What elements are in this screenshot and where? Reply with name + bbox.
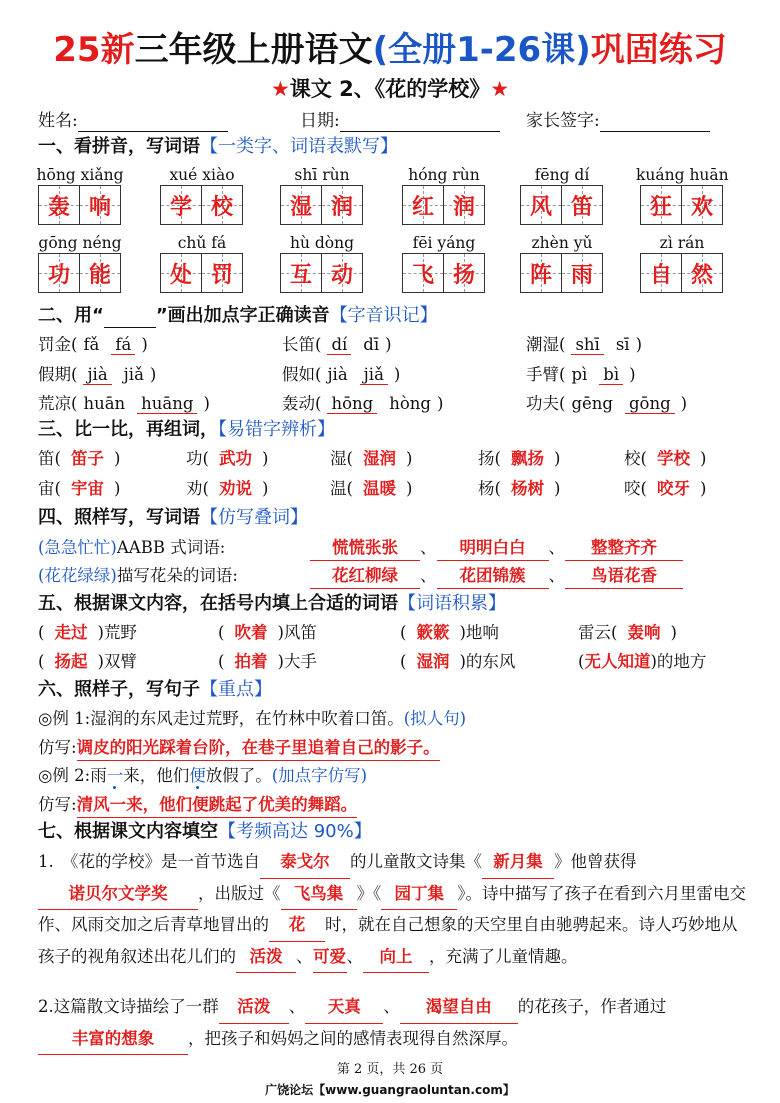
compare-item [330,447,412,471]
fill-word-item [218,621,317,645]
paragraph-text: 、 [288,997,306,1016]
close-paren: ) [699,479,707,498]
compare-answer[interactable]: 武功 [218,449,252,468]
open-paren: ( [578,652,585,671]
compare-char: 宙( [38,479,61,498]
character-cell[interactable] [562,254,602,292]
example-word-1: (急急忙忙) [38,538,117,557]
pinyin-option[interactable]: gēng [571,394,613,413]
name-blank[interactable] [78,115,228,132]
section-4-title: 四、照样写，写词语 [38,507,200,528]
character-cell[interactable] [39,254,80,292]
separator: 、 [420,538,437,557]
pinyin-option[interactable]: huān [83,394,126,413]
compare-item [186,447,268,471]
character-box[interactable] [160,185,243,225]
answer-character: 雨 [570,262,593,288]
section-6-heading [38,678,272,702]
pronunciation-item [38,392,210,416]
character-box[interactable] [520,253,603,293]
character-box[interactable] [38,253,121,293]
close-paren: ) [393,365,401,384]
pinyin-label: hóng rùn [408,166,480,184]
open-paren: ( [218,652,225,671]
imitation-label: 仿写: [38,738,77,757]
compare-answer[interactable]: 杨树 [510,479,544,498]
paragraph-text: 》。诗中描写了孩子在看到六月里雷电交作、风雨交加之后青草地冒出的 [38,883,746,934]
paragraph-text: 的花孩子，作者通过 [517,997,667,1016]
character-cell[interactable] [322,186,362,224]
character-cell[interactable] [403,186,444,224]
section-6-tag: 【重点】 [200,679,272,700]
answer-character: 动 [330,262,353,288]
dotted-char-2: 便 [189,766,206,785]
section-5-title: 五、根据课文内容，在括号内填上合适的词语 [38,593,398,614]
fill-answer[interactable]: 丰富的想象 [38,1024,188,1056]
pronunciation-item [282,392,443,416]
sentence-example-1 [38,707,758,731]
character-cell[interactable] [444,186,484,224]
compare-answer[interactable]: 宇宙 [70,479,104,498]
imitation-answer-1: 调皮的阳光踩着台阶，在巷子里追着自己的影子。 [77,736,440,761]
close-paren: ) [203,394,210,413]
section-4-heading [38,506,308,530]
fill-answer[interactable]: 天真 [305,992,383,1024]
section-4-tag: 【仿写叠词】 [200,507,308,528]
fill-word-item [38,650,137,674]
character-cell[interactable] [161,186,202,224]
section-1-tag: 【一类字、词语表默写】 [200,136,398,157]
close-paren: ) [629,365,636,384]
answer-character: 能 [88,262,111,288]
character-cell[interactable] [39,186,80,224]
paragraph-text: 、 [346,946,363,966]
character-cell[interactable] [444,254,484,292]
open-paren: ( [400,652,407,671]
character-box[interactable] [280,185,363,225]
fill-word-answer[interactable]: 走过 [54,623,88,642]
answer-character: 学 [169,194,192,220]
word-tail: )地响 [459,623,499,642]
close-paren: ) [261,449,269,468]
word-with-dot: 潮湿( [526,335,566,354]
sentence-example-2 [38,764,758,788]
compare-char: 功( [186,449,209,468]
character-box[interactable] [640,253,723,293]
lesson-name: 课文 2、《花的学校》 [289,77,491,101]
pinyin-label: xué xiào [169,166,235,184]
compare-char: 湿( [330,449,353,468]
character-box[interactable] [640,185,723,225]
character-cell[interactable] [682,186,722,224]
compare-answer[interactable]: 学校 [656,449,690,468]
close-paren: ) [699,449,707,468]
section-7-heading [38,820,372,844]
name-field[interactable] [38,110,228,132]
close-paren: ) [635,335,642,354]
pronunciation-item [526,363,636,387]
open-paren: ( [38,652,45,671]
character-cell[interactable] [322,254,362,292]
fill-word-answer[interactable]: 簌簌 [416,623,450,642]
answer-character: 互 [289,262,312,288]
pinyin-label: chǔ fá [177,234,227,252]
pronunciation-item [38,363,156,387]
pinyin-option[interactable]: pì [571,365,588,384]
character-cell[interactable] [641,186,682,224]
character-cell[interactable] [80,186,120,224]
compare-item [478,447,560,471]
open-paren: ( [38,623,45,642]
compare-item [330,477,412,501]
paragraph-text: 、 [383,997,400,1016]
section-3-tag: 【易错字辨析】 [218,419,335,440]
dotted-char-1: 一 [106,766,124,785]
character-cell[interactable] [521,254,562,292]
lesson-title [0,76,780,102]
compare-char: 温( [330,479,353,498]
close-paren: ) [141,335,148,354]
imitation-1 [38,736,758,761]
fill-word-answer[interactable]: 无人知道 [584,652,651,671]
sign-label: 家长签字: [526,111,600,131]
pinyin-option[interactable]: fǎ [83,335,100,354]
character-box[interactable] [38,185,121,225]
example-sentence-1: ◎例 1:湿润的东风走过荒野，在竹林中吹着口笛。 [38,709,404,728]
close-paren: ) [113,449,121,468]
word-with-dot: 假如( [282,365,322,384]
compare-char: 杨( [478,479,501,498]
name-label: 姓名: [38,111,78,131]
paragraph-text: 》他曾获得 [554,852,637,871]
title-part-b: 三年级上册语文 [134,30,373,70]
fill-answer[interactable]: 活泼 [236,942,296,974]
answer-character: 湿 [289,194,312,220]
student-info-row [38,110,748,132]
fill-word-item [400,621,499,645]
paragraph-text: 时，就在自己想象的天空里自由驰骋起来。诗人巧妙地从孩子的视角叙述出花儿们的 [38,915,738,966]
answer-character: 处 [169,262,192,288]
paragraph-text: ，充满了儿童情趣。 [429,946,578,966]
paragraph-text: 的儿童散文诗集《 [350,852,482,871]
compare-item [38,477,120,501]
open-paren: ( [400,623,407,642]
example-sentence-2-tag: (加点字仿写) [271,766,368,785]
answer-character: 阵 [529,262,552,288]
example-text-2: 描写花朵的词语: [116,566,238,585]
fill-word-answer[interactable]: 轰响 [627,623,661,642]
imitation-2 [38,793,758,818]
page-title [0,30,780,70]
word-tail: ) [670,623,677,642]
open-paren: ( [218,623,225,642]
compare-answer[interactable]: 劝说 [218,479,252,498]
sign-blank[interactable] [600,115,710,132]
paragraph-text: 2.这篇散文诗描绘了一群 [38,997,219,1016]
fill-word-answer[interactable]: 湿润 [416,652,450,671]
separator: 、 [420,566,437,585]
character-cell[interactable] [641,254,682,292]
character-box[interactable] [280,253,363,293]
pinyin-label: zì rán [659,234,705,252]
section-1-heading [38,135,398,159]
fill-word-item [38,621,137,645]
open-paren: 雷云( [578,623,618,642]
word-with-dot: 功夫( [526,394,566,413]
paragraph-text: 、 [296,946,313,966]
date-field[interactable] [300,110,500,132]
fill-paragraph-2 [38,992,750,1055]
imitation-answer-2: 清风一来，他们便跳起了优美的舞蹈。 [77,793,358,818]
imitation-label: 仿写: [38,795,77,814]
character-cell[interactable] [202,186,242,224]
example-sentence-2-a: ◎例 2:雨 [38,766,107,785]
word-tail: )的东风 [459,652,516,671]
example-sentence-2-c: 放假了。 [205,766,272,785]
section-2-title-a: 二、用“ [38,305,104,326]
pinyin-option[interactable]: jiǎ [123,365,144,384]
fill-word-item [218,650,317,674]
sign-field[interactable] [526,110,710,132]
title-part-d: 巩固练习 [590,30,727,70]
compare-item [624,477,706,501]
character-box[interactable] [160,253,243,293]
word-with-dot: 罚金( [38,335,78,354]
answer-character: 罚 [210,262,233,288]
fill-word-answer[interactable]: 扬起 [54,652,88,671]
fill-word-item [400,650,515,674]
answer-character: 红 [411,194,434,220]
separator: 、 [548,566,565,585]
section-2-title-b: ”画出加点字正确读音 [155,305,330,326]
example-sentence-1-tag: (拟人句) [403,709,467,728]
answer-flower-2: 花团锦簇 [437,564,549,589]
close-paren: ) [436,394,444,413]
pinyin-option[interactable]: jià [83,365,111,385]
fill-answer[interactable]: 花 [269,910,325,942]
star-icon: ★ [490,77,510,101]
pinyin-option[interactable]: bì [599,365,623,385]
answer-character: 自 [649,262,672,288]
compare-char: 扬( [478,449,501,468]
fill-answer[interactable]: 诺贝尔文学奖 [38,879,198,911]
compare-item [38,447,120,471]
fill-paragraph-1 [38,847,750,973]
close-paren: ) [405,479,413,498]
example-word-2: (花花绿绿) [38,566,117,585]
answer-character: 飞 [411,262,434,288]
answer-aabb-1: 慌慌张张 [310,536,420,561]
paragraph-text: 1. 《花的学校》是一首节选自 [38,852,260,871]
character-cell[interactable] [202,254,242,292]
section-6-title: 六、照样子，写句子 [38,679,200,700]
site-footer: 广饶论坛【www.guangraoluntan.com】 [265,1083,515,1097]
word-tail: )风笛 [277,623,317,642]
pinyin-option[interactable]: jià [327,365,348,384]
character-cell[interactable] [80,254,120,292]
character-cell[interactable] [682,254,722,292]
compare-answer[interactable]: 咬牙 [656,479,690,498]
close-paren: ) [405,449,413,468]
date-label: 日期: [300,111,340,131]
paragraph-text: ，把孩子和妈妈之间的感情表现得自然深厚。 [188,1028,518,1048]
paragraph-text: 》《 [356,883,382,903]
answer-character: 风 [529,194,552,220]
word-with-dot: 荒凉( [38,394,78,413]
answer-flower-3: 鸟语花香 [565,564,683,589]
section-2-underline-sample [104,313,156,328]
pronunciation-item [38,333,148,357]
fill-answer[interactable]: 新月集 [482,847,554,879]
example-text-1: AABB 式词语: [116,538,226,557]
answer-character: 校 [210,194,233,220]
close-paren: ) [261,479,269,498]
section-5-tag: 【词语积累】 [398,593,506,614]
answer-character: 笛 [570,194,593,220]
answer-character: 然 [690,262,713,288]
pinyin-option[interactable]: gōng [625,394,675,414]
answer-aabb-3: 整整齐齐 [565,536,683,561]
fill-answer[interactable]: 渴望自由 [400,992,518,1024]
pronunciation-item [526,333,642,357]
character-box[interactable] [402,185,485,225]
pinyin-option[interactable]: dī [363,335,380,354]
word-with-dot: 假期( [38,365,78,384]
word-tail: )的地方 [650,652,707,671]
compare-answer[interactable]: 温暖 [362,479,396,498]
word-tail: )双臂 [97,652,137,671]
character-cell[interactable] [521,186,562,224]
star-icon: ★ [270,77,290,101]
character-cell[interactable] [281,186,322,224]
compare-item [624,447,706,471]
word-with-dot: 轰动( [282,394,322,413]
fill-answer[interactable]: 飞鸟集 [281,879,357,911]
answer-aabb-2: 明明白白 [437,536,549,561]
fill-answer[interactable]: 活泼 [219,992,289,1024]
pronunciation-item [282,363,400,387]
character-box[interactable] [520,185,603,225]
character-cell[interactable] [562,186,602,224]
date-blank[interactable] [340,115,500,132]
pinyin-option[interactable]: dí [327,335,351,355]
pronunciation-item [526,392,687,416]
answer-character: 扬 [452,262,475,288]
pinyin-option[interactable]: hōng [327,394,377,414]
word-tail: )荒野 [97,623,137,642]
pinyin-label: fēng dí [534,166,590,184]
answer-character: 轰 [47,194,70,220]
word-with-dot: 长笛( [282,335,322,354]
compare-char: 咬( [624,479,647,498]
character-box[interactable] [402,253,485,293]
pinyin-label: hù dòng [289,234,355,252]
pinyin-option[interactable]: hòng [389,394,431,413]
word-tail: )大手 [277,652,317,671]
title-part-a: 25新 [53,30,135,70]
compare-item [186,477,268,501]
pinyin-label: zhèn yǔ [531,234,593,252]
compare-item [478,477,560,501]
answer-character: 润 [330,194,353,220]
compare-answer[interactable]: 湿润 [362,449,396,468]
answer-flower-1: 花红柳绿 [310,564,420,589]
answer-character: 润 [452,194,475,220]
fill-answer[interactable]: 可爱 [313,942,347,974]
reduplication-row-1 [38,536,758,560]
close-paren: ) [553,479,561,498]
answer-character: 功 [47,262,70,288]
close-paren: ) [680,394,688,413]
pinyin-option[interactable]: shī [571,335,603,355]
fill-answer[interactable]: 向上 [363,942,429,974]
compare-answer[interactable]: 飘扬 [510,449,544,468]
pinyin-label: shī rùn [294,166,350,184]
fill-word-answer[interactable]: 吹着 [234,623,268,642]
pinyin-label: hōng xiǎng [36,166,124,184]
close-paren: ) [113,479,121,498]
page-number: 第 2 页，共 26 页 [336,1062,444,1077]
section-1-title: 一、看拼音，写词语 [38,136,200,157]
pinyin-label: fēi yáng [412,234,476,252]
section-7-tag: 【考频高达 90%】 [218,821,372,842]
pinyin-label: kuáng huān [636,166,729,184]
section-2-heading [38,304,438,328]
compare-answer[interactable]: 笛子 [70,449,104,468]
pinyin-option[interactable]: huāng [137,394,197,414]
pinyin-label: gōng néng [38,234,122,252]
character-cell[interactable] [161,254,202,292]
paragraph-text: ，出版过《 [198,883,281,903]
close-paren: ) [553,449,561,468]
title-part-c: (全册1-26课) [372,30,591,70]
close-paren: ) [385,335,392,354]
answer-character: 响 [88,194,111,220]
pinyin-option[interactable]: fá [111,335,135,355]
answer-character: 狂 [649,194,672,220]
section-3-title: 三、比一比，再组词， [38,419,218,440]
fill-word-item [578,650,706,674]
separator: 、 [548,538,565,557]
answer-character: 欢 [690,194,713,220]
section-7-title: 七、根据课文内容填空 [38,821,218,842]
fill-answer[interactable]: 泰戈尔 [260,847,350,879]
reduplication-row-2 [38,564,758,588]
compare-char: 劝( [186,479,209,498]
compare-char: 笛( [38,449,61,468]
pinyin-option[interactable]: sī [615,335,630,354]
pinyin-option[interactable]: jiǎ [360,365,388,385]
example-sentence-2-b: 来，他们 [123,766,190,785]
fill-answer[interactable]: 园丁集 [381,879,457,911]
word-with-dot: 手臂( [526,365,566,384]
compare-char: 校( [624,449,647,468]
character-cell[interactable] [281,254,322,292]
section-3-heading [38,418,335,442]
fill-word-item [578,621,677,645]
close-paren: ) [149,365,157,384]
section-2-tag: 【字音识记】 [329,305,438,326]
character-cell[interactable] [403,254,444,292]
section-5-heading [38,592,506,616]
fill-word-answer[interactable]: 拍着 [234,652,268,671]
pronunciation-item [282,333,392,357]
